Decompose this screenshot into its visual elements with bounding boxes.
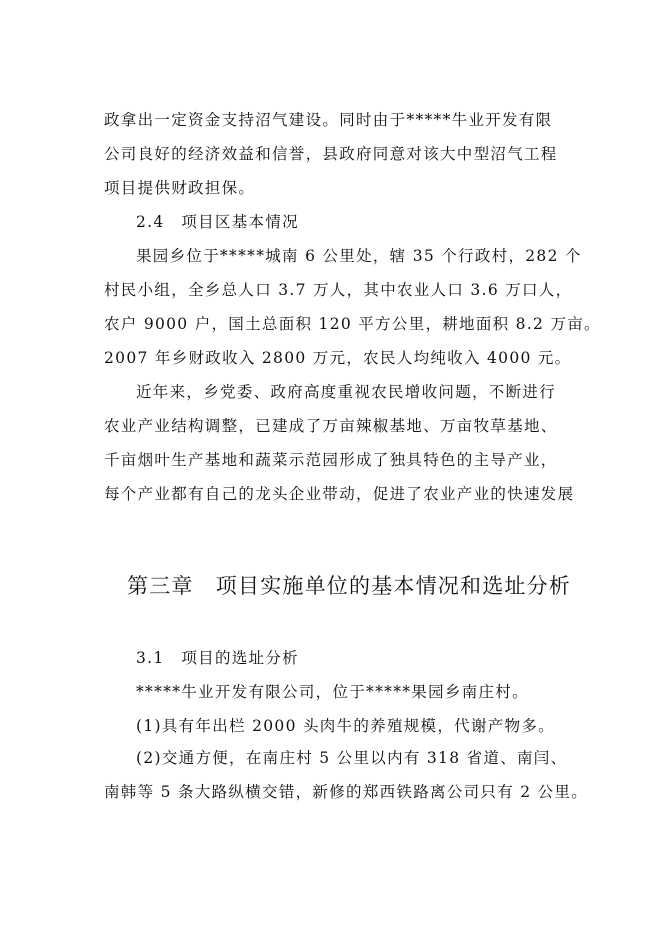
paragraph-line: 千亩烟叶生产基地和蔬菜示范园形成了独具特色的主导产业， [104,451,558,469]
paragraph-line: 农业产业结构调整，已建成了万亩辣椒基地、万亩牧草基地、 [104,417,558,435]
list-item: (2)交通方便，在南庄村 5 公里以内有 318 省道、南闫、 [136,749,568,767]
list-item-continuation: 南韩等 5 条大路纵横交错，新修的郑西铁路离公司只有 2 公里。 [104,783,589,801]
paragraph-line: 每个产业都有自己的龙头企业带动，促进了农业产业的快速发展 [104,485,575,503]
chapter-title: 第三章 项目实施单位的基本情况和选址分析 [127,574,571,598]
paragraph-line: 近年来，乡党委、政府高度重视农民增收问题，不断进行 [136,383,557,401]
paragraph-line: 项目提供财政担保。 [104,179,256,197]
section-heading-2-4: 2.4 项目区基本情况 [136,213,299,231]
paragraph-line: *****牛业开发有限公司，位于*****果园乡南庄村。 [136,683,529,701]
paragraph-line: 政拿出一定资金支持沼气建设。同时由于*****牛业开发有限 [104,111,553,129]
paragraph-line: 果园乡位于*****城南 6 公里处，辖 35 个行政村，282 个 [136,247,582,265]
paragraph-line: 村民小组，全乡总人口 3.7 万人，其中农业人口 3.6 万口人， [104,281,573,299]
paragraph-line: 公司良好的经济效益和信誉，县政府同意对该大中型沼气工程 [104,145,558,163]
list-item: (1)具有年出栏 2000 头肉牛的养殖规模，代谢产物多。 [136,717,555,735]
paragraph-line: 2007 年乡财政收入 2800 万元，农民人均纯收入 4000 元。 [104,349,572,367]
section-heading-3-1: 3.1 项目的选址分析 [136,649,299,667]
paragraph-line: 农户 9000 户，国土总面积 120 平方公里，耕地面积 8.2 万亩。 [104,315,601,333]
